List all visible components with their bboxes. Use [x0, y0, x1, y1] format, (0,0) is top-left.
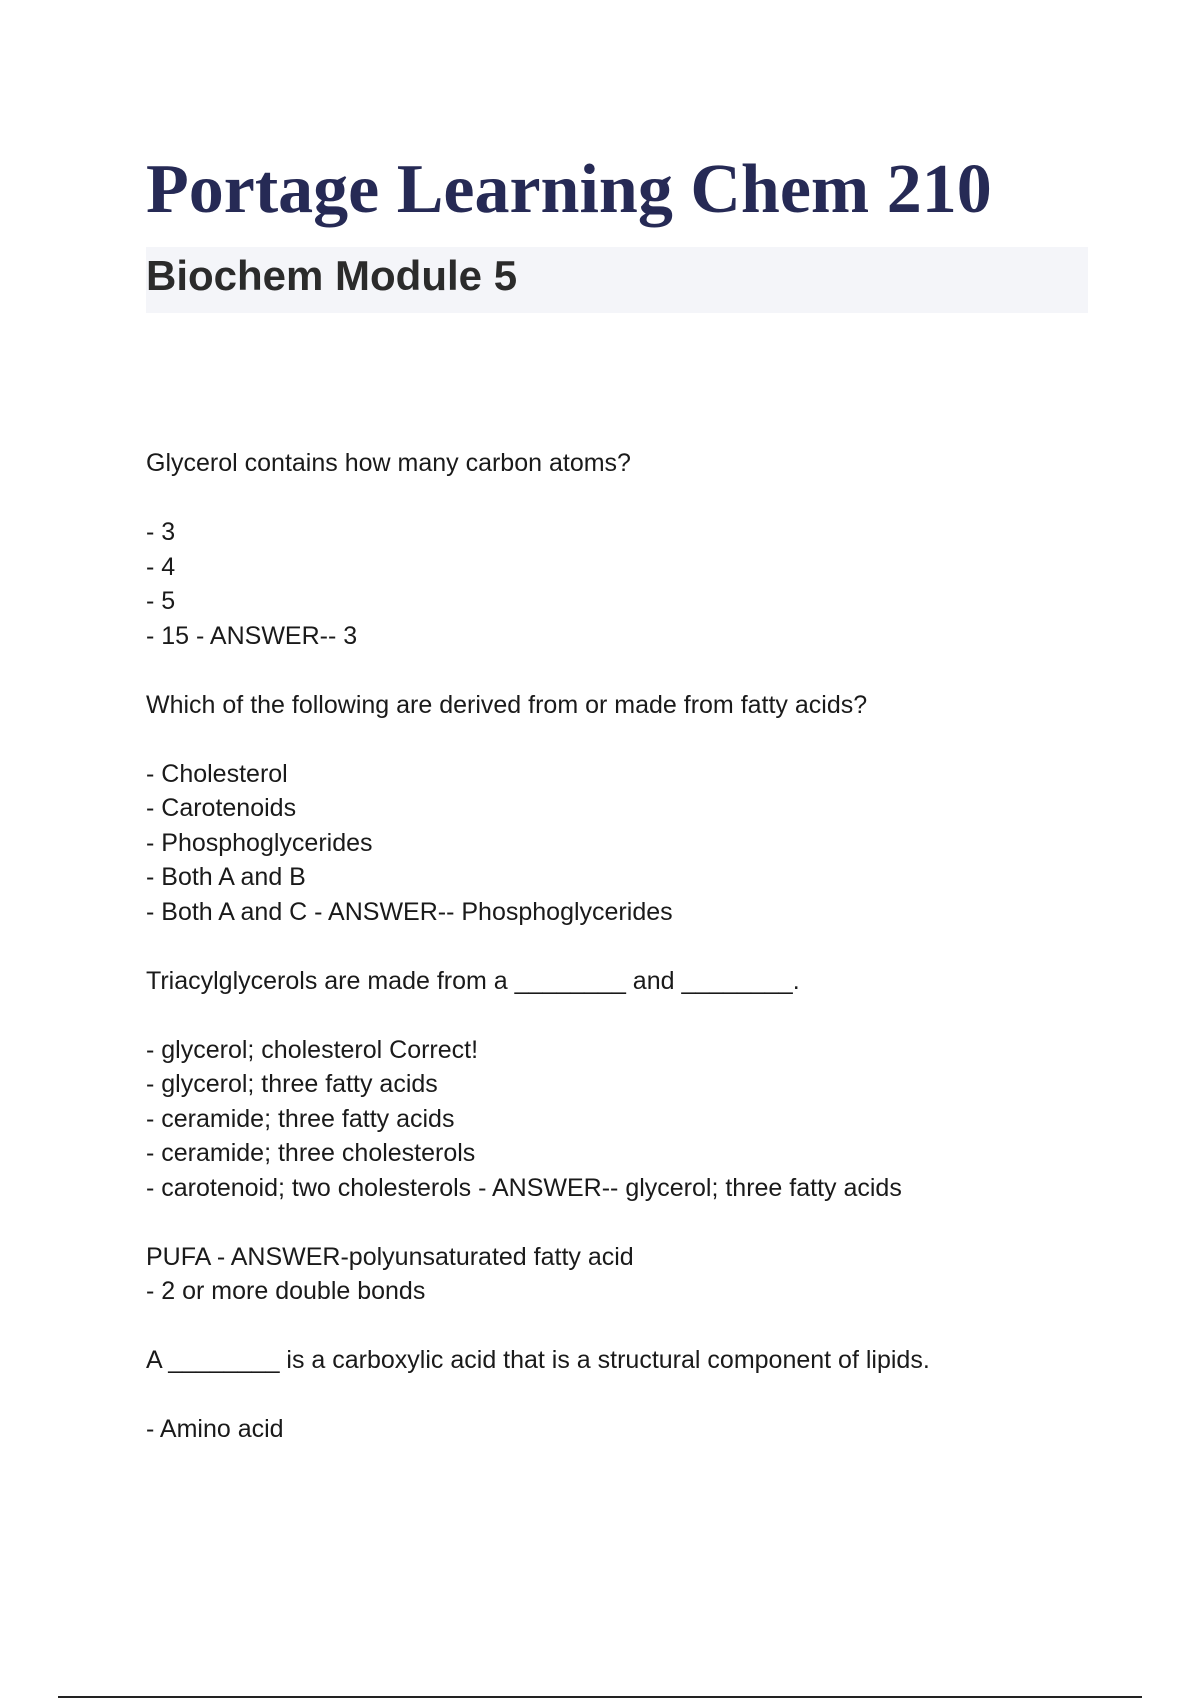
- definition-entry: [146, 1240, 1146, 1309]
- option-item-answer: - carotenoid; two cholesterols - ANSWER-- glycerol; three fatty acids: [146, 1173, 902, 1202]
- question-prompt: [146, 964, 1146, 999]
- option-item: - Both A and B: [146, 863, 306, 891]
- subtitle-band: [146, 247, 1088, 313]
- option-item: - ceramide; three cholesterols: [146, 1139, 476, 1167]
- option-item: - Cholesterol: [146, 759, 288, 788]
- option-list: [146, 757, 1146, 930]
- option-item: - glycerol; three fatty acids: [146, 1070, 438, 1098]
- option-item-answer: - 15 - ANSWER-- 3: [146, 621, 358, 650]
- document-title: Portage Learning Chem 210: [146, 151, 992, 228]
- page-bottom-rule: [58, 1696, 1142, 1698]
- option-item: - Phosphoglycerides: [146, 828, 373, 857]
- option-item-answer: - Both A and C - ANSWER-- Phosphoglycerides: [146, 897, 673, 926]
- question-prompt: [146, 446, 1146, 481]
- question-text: PUFA - ANSWER-polyunsaturated fatty acid: [146, 1242, 634, 1271]
- question-list: [146, 446, 1146, 1481]
- option-item: - 4: [146, 552, 176, 581]
- option-item: - Carotenoids: [146, 794, 297, 822]
- question-prompt: [146, 1343, 1146, 1378]
- option-item: - glycerol; cholesterol Correct!: [146, 1035, 479, 1064]
- question-text: Which of the following are derived from or made from fatty acids?: [146, 690, 868, 719]
- option-item: - 2 or more double bonds: [146, 1277, 426, 1305]
- option-list: [146, 1033, 1146, 1206]
- option-list: [146, 1412, 1146, 1447]
- option-item: - ceramide; three fatty acids: [146, 1104, 455, 1133]
- question-text: A ________ is a carboxylic acid that is a structural component of lipids.: [146, 1346, 930, 1374]
- question-prompt: [146, 688, 1146, 723]
- question-text: Glycerol contains how many carbon atoms?: [146, 449, 631, 477]
- document-subtitle: Biochem Module 5: [146, 252, 518, 299]
- option-item: - 5: [146, 587, 176, 615]
- question-text: Triacylglycerols are made from a ________ and ________.: [146, 966, 800, 995]
- option-item: - 3: [146, 518, 176, 546]
- option-item: - Amino acid: [146, 1415, 284, 1443]
- option-list: [146, 515, 1146, 653]
